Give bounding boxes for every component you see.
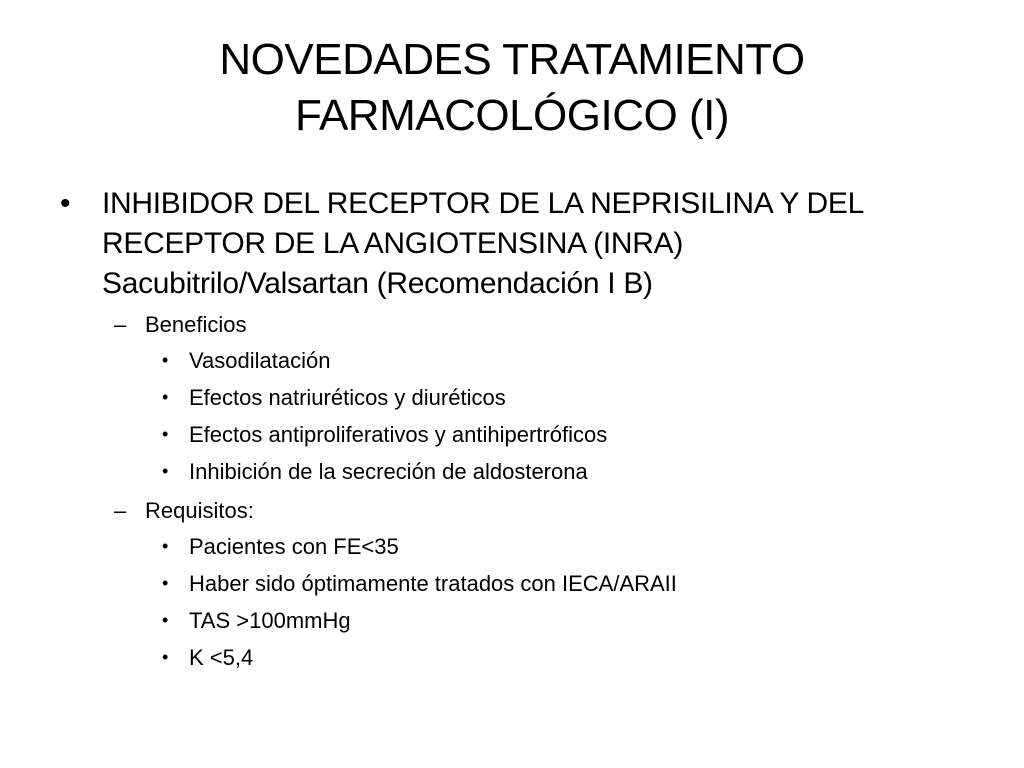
bullet-marker: • <box>162 647 169 667</box>
list-item-text: K <5,4 <box>189 645 254 670</box>
list-item <box>60 379 970 416</box>
main-bullet-line-2: RECEPTOR DE LA ANGIOTENSINA (INRA) <box>102 227 684 260</box>
section-label: Beneficios <box>145 312 247 337</box>
dash-marker: – <box>114 498 127 523</box>
section-requisitos <box>60 494 970 528</box>
list-item-text: Vasodilatación <box>189 348 331 373</box>
bullet-marker: • <box>162 424 169 444</box>
title-line-2: FARMACOLÓGICO (I) <box>295 91 729 140</box>
slide-content <box>60 184 970 676</box>
list-item-text: Efectos antiproliferativos y antihipertróficos <box>189 422 608 447</box>
title-line-1: NOVEDADES TRATAMIENTO <box>219 35 805 84</box>
list-item <box>60 528 970 565</box>
list-item <box>60 416 970 453</box>
bullet-marker: • <box>162 350 169 370</box>
list-item-text: Efectos natriuréticos y diuréticos <box>189 385 506 410</box>
list-item-text: Inhibición de la secreción de aldosterona <box>189 459 588 484</box>
bullet-marker: • <box>162 461 169 481</box>
list-item-text: TAS >100mmHg <box>189 608 351 633</box>
bullet-marker: • <box>162 536 169 556</box>
list-item <box>60 639 970 676</box>
list-item <box>60 565 970 602</box>
section-label: Requisitos: <box>145 498 254 523</box>
dash-marker: – <box>114 312 127 337</box>
list-item <box>60 342 970 379</box>
section-beneficios <box>60 308 970 342</box>
main-bullet-line-3: Sacubitrilo/Valsartan (Recomendación I B) <box>102 267 653 300</box>
list-item-text: Haber sido óptimamente tratados con IECA/ARAII <box>189 571 677 596</box>
main-bullet-line-1: INHIBIDOR DEL RECEPTOR DE LA NEPRISILINA Y DEL <box>102 187 865 220</box>
list-item <box>60 602 970 639</box>
bullet-marker: • <box>162 610 169 630</box>
main-bullet <box>60 184 970 304</box>
list-item-text: Pacientes con FE<35 <box>189 534 399 559</box>
bullet-marker: • <box>162 387 169 407</box>
slide-title <box>60 32 964 144</box>
bullet-marker: • <box>162 573 169 593</box>
bullet-marker: • <box>60 187 71 220</box>
list-item <box>60 453 970 490</box>
